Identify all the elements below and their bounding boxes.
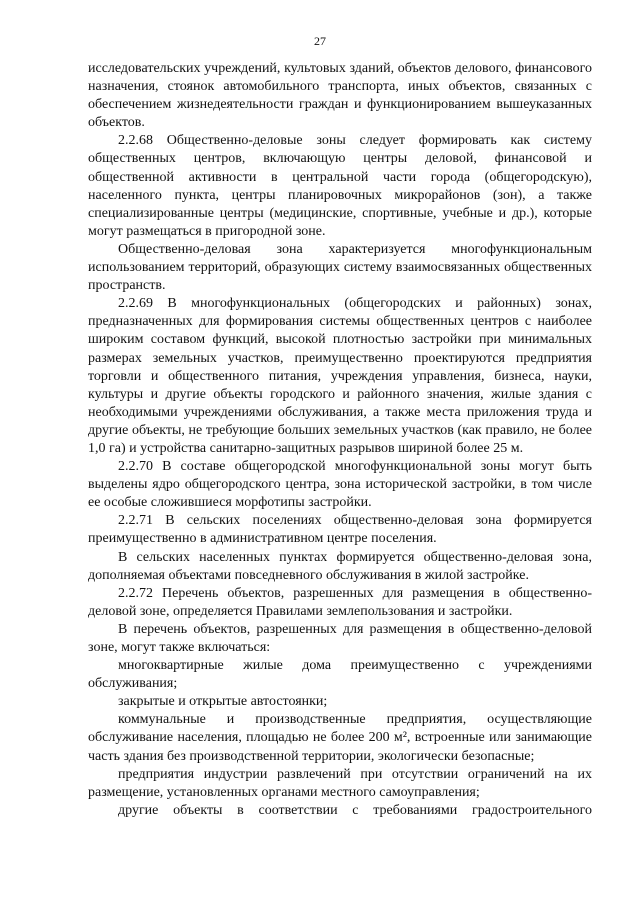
paragraph: другие объекты в соответствии с требованиями градостроительного [118,802,592,818]
paragraph: коммунальные и производственные предприятия, осуществляющие обслуживание населения, площадью не более 200 м², встроенные или занимающие часть здания без производственной территории, экологически безопасные; [88,712,592,764]
paragraph: 2.2.72 Перечень объектов, разрешенных для размещения в общественно-деловой зоне, определяется Правилами землепользования и застройки. [88,585,592,619]
paragraph: предприятия индустрии развлечений при отсутствии ограничений на их размещение, установленных органами местного самоуправления; [88,766,592,800]
paragraph: закрытые и открытые автостоянки; [118,694,328,710]
paragraph: 2.2.68 Общественно-деловые зоны следует формировать как систему общественных центров, включающую центры деловой, финансовой и общественной активности в центральной части города (общегородскую), населенного пункта, центры планировочных микрорайонов (зон), а также специализированные центры (медицинские, спортивные, учебные и др.), которые могут размещаться в пригородной зоне. [88,133,592,239]
paragraph: В сельских населенных пунктах формируется общественно-деловая зона, дополняемая объектами повседневного обслуживания в жилой застройке. [88,549,592,583]
paragraph: 2.2.71 В сельских поселениях общественно-деловая зона формируется преимущественно в административном центре поселения. [88,513,592,547]
paragraph: Общественно-деловая зона характеризуется многофункциональным использованием территорий, образующих систему взаимосвязанных общественных пространств. [88,241,592,294]
paragraph: 2.2.70 В составе общегородской многофункциональной зоны могут быть выделены ядро общегородского центра, зона исторической застройки, в том числе ее особые сложившиеся морфотипы застройки. [88,459,592,511]
paragraph: 2.2.69 В многофункциональных (общегородских и районных) зонах, предназначенных для формирования системы общественных центров с наиболее широким составом функций, высокой плотностью застройки при минимальных размерах земельных участков, преимущественно проектируются предприятия торговли и общественного питания, учреждения управления, бизнеса, науки, культуры и другие объекты городского и районного значения, жилые здания с необходимыми учреждениями обслуживания, а также места приложения труда и другие объекты, не требующие больших земельных участков (как правило, не более 1,0 га) и устройства санитарно-защитных разрывов шириной более 25 м. [88,296,592,456]
page-number: 27 [314,34,326,48]
paragraph: В перечень объектов, разрешенных для размещения в общественно-деловой зоне, могут также включаться: [88,621,592,655]
paragraph: многоквартирные жилые дома преимущественно с учреждениями обслуживания; [88,658,592,692]
paragraph: исследовательских учреждений, культовых зданий, объектов делового, финансового назначения, стоянок автомобильного транспорта, иных объектов, связанных с обеспечением жизнедеятельности граждан и функционированием вышеуказанных объектов. [88,61,592,131]
document-body [88,60,592,820]
